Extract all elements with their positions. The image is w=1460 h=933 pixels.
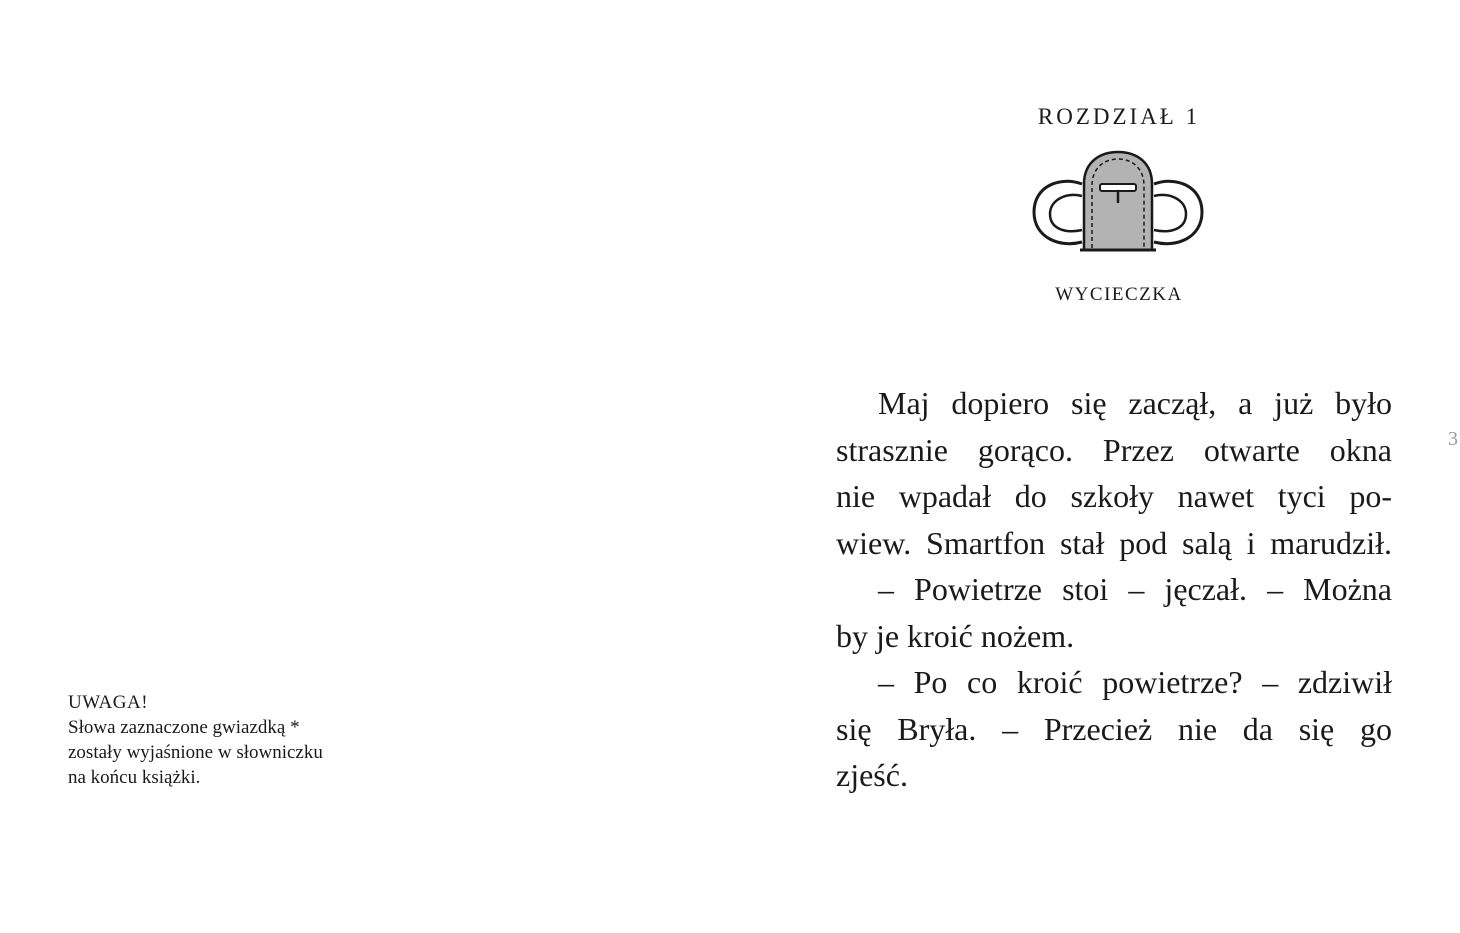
chapter-title: WYCIECZKA: [1055, 284, 1183, 305]
glossary-note: [68, 690, 428, 790]
note-line: na końcu książki.: [68, 767, 201, 788]
text-line: nie wpadał do szkoły nawet tyci po-: [836, 478, 1392, 514]
note-line: zostały wyjaśnione w słowniczku: [68, 742, 323, 763]
chapter-label: ROZDZIAŁ 1: [1037, 104, 1201, 129]
text-line: by je kroić nożem.: [836, 617, 1075, 654]
text-line: Maj dopiero się zaczął, a już było: [878, 385, 1392, 421]
page-number: 3: [1448, 428, 1458, 450]
text-line: zjeść.: [836, 757, 908, 793]
note-title: UWAGA!: [68, 692, 149, 713]
note-line: Słowa zaznaczone gwiazdką *: [68, 717, 300, 738]
right-page: [730, 0, 1460, 933]
text-line: strasznie gorąco. Przez otwarte okna: [836, 431, 1392, 468]
text-line: wiew. Smartfon stał pod salą i marudził.: [836, 524, 1392, 561]
text-line: się Bryła. – Przecież nie da się go: [836, 710, 1392, 747]
text-line: – Po co kroić powietrze? – zdziwił: [878, 664, 1392, 700]
text-line: – Powietrze stoi – jęczał. – Można: [878, 571, 1392, 607]
backpack-icon: [1030, 146, 1206, 258]
chapter-body-text: [836, 380, 1392, 799]
